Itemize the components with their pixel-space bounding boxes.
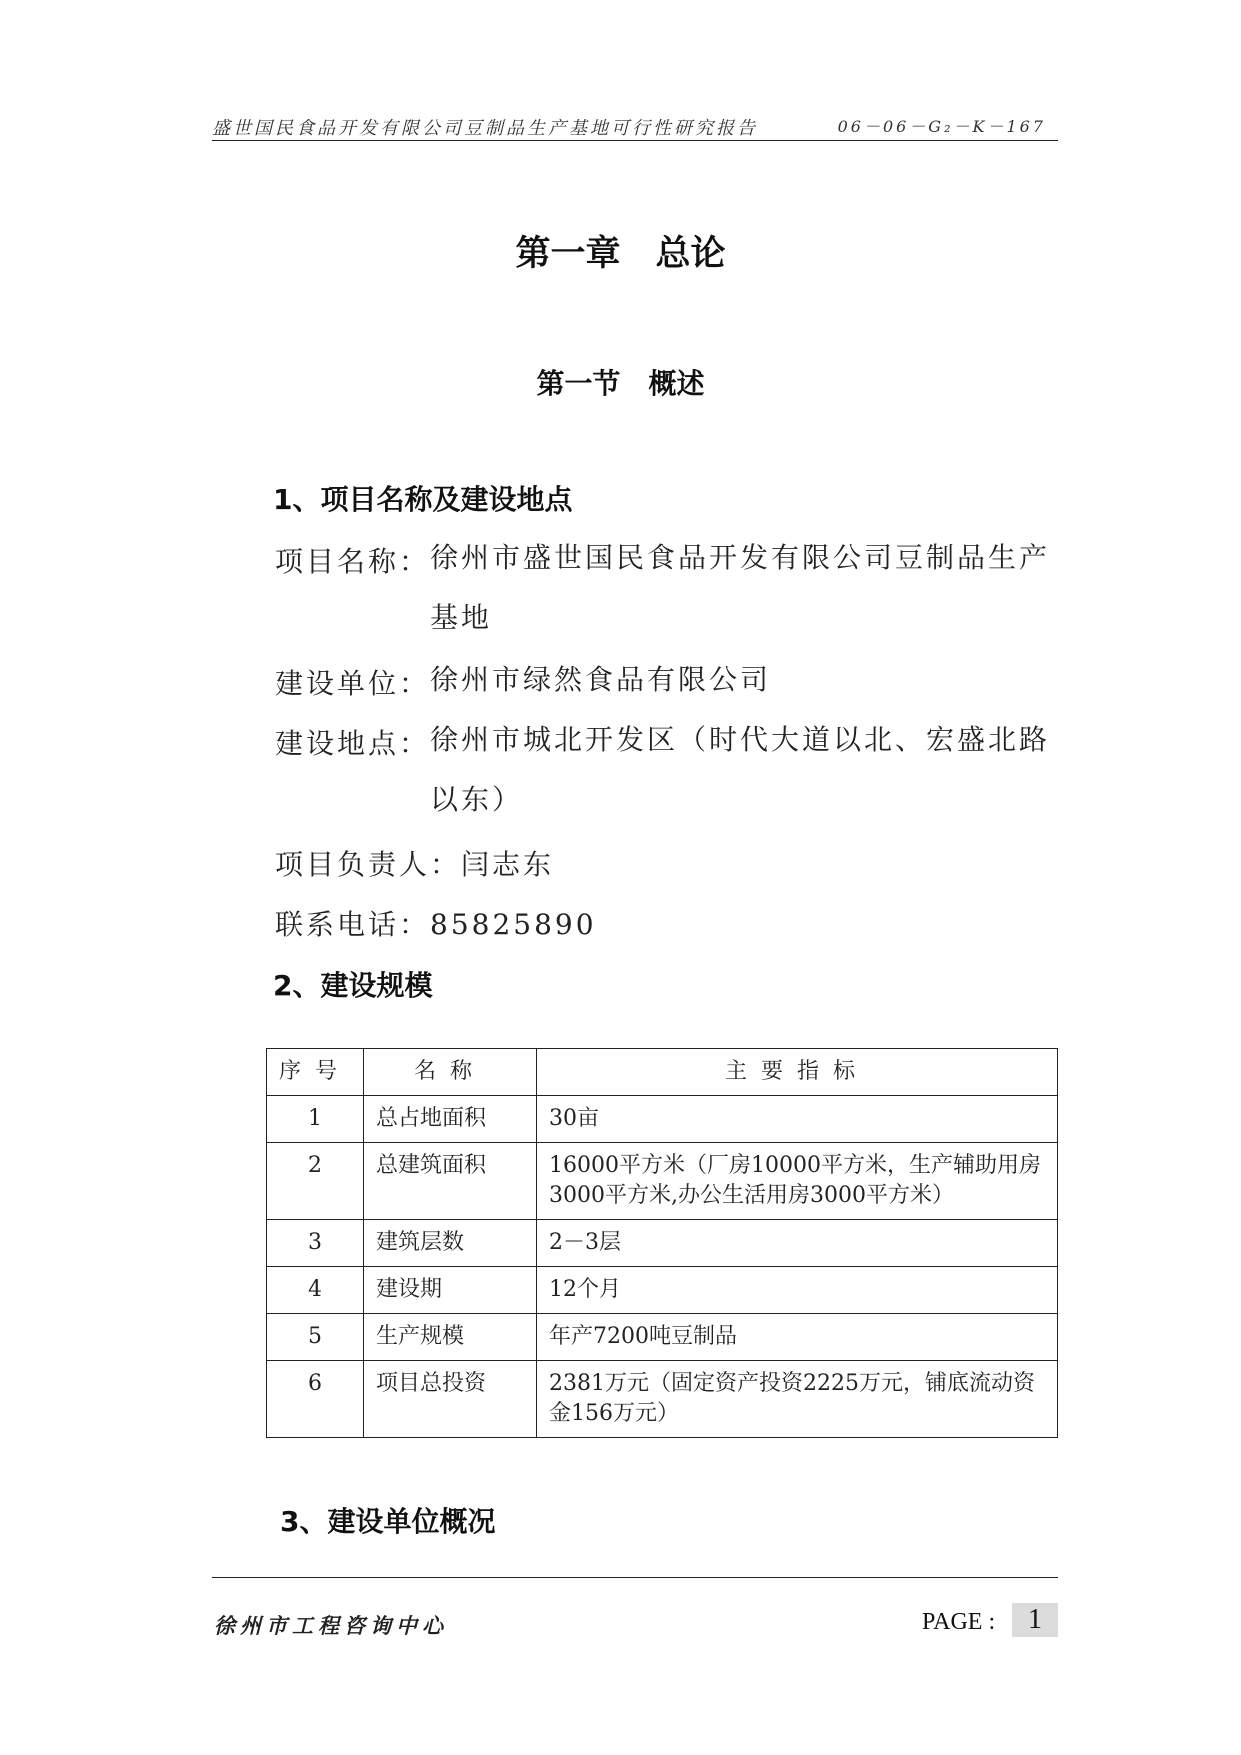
row-name: 总建筑面积: [364, 1143, 537, 1220]
phone-label-text: 联系电话：: [275, 908, 431, 941]
row-value: 2－3层: [537, 1220, 1058, 1267]
row-no: 2: [267, 1143, 364, 1220]
leader-value: 闫志东: [461, 848, 555, 881]
row-value: 16000平方米（厂房10000平方米，生产辅助用房3000平方米,办公生活用房3000平方米）: [537, 1143, 1058, 1220]
row-no: 1: [267, 1096, 364, 1143]
table-row: [267, 1361, 1058, 1438]
project-name-value: 徐州市盛世国民食品开发有限公司豆制品生产基地: [430, 541, 1051, 634]
column-header-name: 名称: [364, 1049, 537, 1096]
heading-project-name-location: 1、项目名称及建设地点: [273, 483, 573, 516]
header-title: 盛世国民食品开发有限公司豆制品生产基地可行性研究报告: [212, 118, 758, 139]
table-row: [267, 1143, 1058, 1220]
site-value: 徐州市城北开发区（时代大道以北、宏盛北路以东）: [430, 723, 1051, 816]
page-number: 1: [1012, 1603, 1058, 1637]
row-no: 5: [267, 1314, 364, 1361]
row-value: 2381万元（固定资产投资2225万元，铺底流动资金156万元）: [537, 1361, 1058, 1438]
row-no: 3: [267, 1220, 364, 1267]
heading-construction-scale: 2、建设规模: [273, 969, 433, 1002]
table-header-row: [267, 1049, 1058, 1096]
page-label: PAGE :: [922, 1609, 996, 1635]
table-row: [267, 1220, 1058, 1267]
phone-label: [275, 903, 597, 943]
heading-builder-overview: 3、建设单位概况: [280, 1505, 496, 1538]
construction-scale-table: [266, 1048, 1058, 1438]
row-name: 项目总投资: [364, 1361, 537, 1438]
builder-value: 徐州市绿然食品有限公司: [430, 663, 772, 696]
row-no: 4: [267, 1267, 364, 1314]
row-name: 建筑层数: [364, 1220, 537, 1267]
footer-divider: [212, 1577, 1058, 1578]
column-header-indicator: 主要指标: [537, 1049, 1058, 1096]
leader-label-text: 项目负责人：: [275, 848, 462, 881]
site-label: 建设地点：: [275, 727, 431, 760]
builder-label: 建设单位：: [275, 667, 431, 700]
table-row: [267, 1096, 1058, 1143]
phone-value: 85825890: [430, 908, 597, 941]
row-name: 建设期: [364, 1267, 537, 1314]
row-value: 30亩: [537, 1096, 1058, 1143]
row-no: 6: [267, 1361, 364, 1438]
section-title: 第一节 概述: [536, 367, 705, 400]
project-name-label: 项目名称：: [275, 545, 431, 578]
leader-label: [275, 843, 554, 883]
column-header-no: 序号: [267, 1049, 364, 1096]
footer-organization: 徐州市工程咨询中心: [214, 1613, 448, 1638]
row-name: 总占地面积: [364, 1096, 537, 1143]
page-header: [212, 110, 1058, 141]
table-row: [267, 1314, 1058, 1361]
chapter-title: 第一章 总论: [515, 234, 726, 274]
row-value: 年产7200吨豆制品: [537, 1314, 1058, 1361]
row-value: 12个月: [537, 1267, 1058, 1314]
row-name: 生产规模: [364, 1314, 537, 1361]
table-row: [267, 1267, 1058, 1314]
header-document-code: 06－06－G₂－K－167: [837, 117, 1046, 136]
